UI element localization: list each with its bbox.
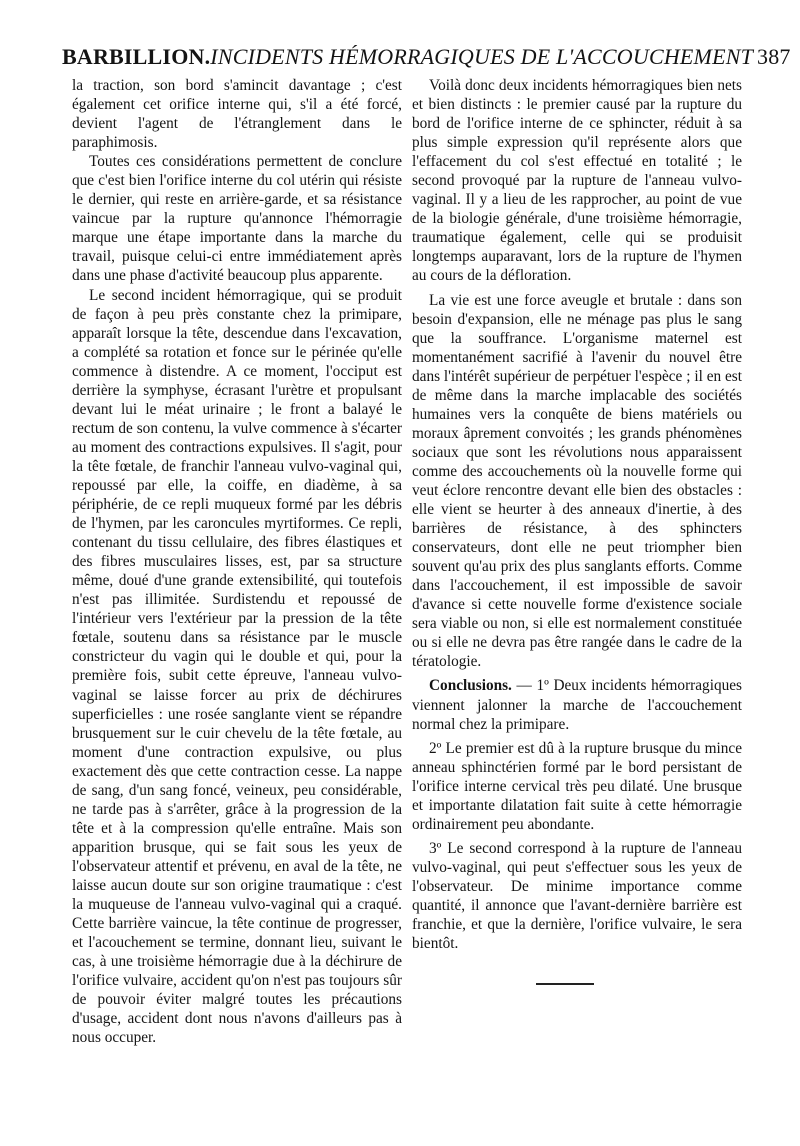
conclusions-heading: Conclusions. xyxy=(429,677,512,695)
conclusions-text: — 1º Deux incidents hémorragiques viennent jalonner la marche de l'accouchement normal chez la primipare. xyxy=(412,677,742,733)
paragraph: 3º Le second correspond à la rupture de l'anneau vulvo-vaginal, qui peut s'effectuer sous les yeux de l'observateur. De minime importance comme quantité, il annonce que l'avant-dernière barrière est franchie, et que la dernière, l'orifice vulvaire, le sera bientôt. xyxy=(412,839,742,953)
paragraph: Voilà donc deux incidents hémorragiques bien nets et bien distincts : le premier causé par la rupture du bord de l'orifice interne de ce sphincter, réduit à sa plus simple expression qu'il représente alors que l'effacement du col s'est effectué en totalité ; le second provoqué par la rupture de l'anneau vulvo-vaginal. Il y a lieu de les rapprocher, au point de vue de la biologie générale, d'une troisième hémorragie, traumatique également, celle qui se produisit longtemps auparavant, lors de la rupture de l'hymen au cours de la défloration. xyxy=(412,77,742,285)
paragraph: Toutes ces considérations permettent de conclure que c'est bien l'orifice interne du col utérin qui résiste le dernier, qui reste en arrière-garde, et sa résistance vaincue par la rupture qu'annonce l'hémorragie marque une étape importante dans la marche du travail, puisque celui-ci entre immédiatement après dans une phase d'activité beaucoup plus apparente. xyxy=(72,153,402,285)
paragraph: Le second incident hémorragique, qui se produit de façon à peu près constante chez la primipare, apparaît lorsque la tête, descendue dans l'excavation, a complété sa rotation et fonce sur le périnée qu'elle commence à distendre. A ce moment, l'occiput est derrière la symphyse, écrasant l'urètre et propulsant devant lui le méat urinaire ; le front a balayé le rectum de son contenu, la vulve commence à s'écarter au moment des contractions expulsives. Il s'agit, pour la tête fœtale, de franchir l'anneau vulvo-vaginal qui, repoussé par elle, la coiffe, en diadème, à sa périphérie, de ce repli muqueux formé par les débris de l'hymen, par les caroncules myrtiformes. Ce repli, contenant du tissu cellulaire, des fibres élastiques et des fibres musculaires lisses, est, par sa structure même, doué d'une grande extensibilité, qui toutefois n'est pas illimitée. Surdistendu et repoussé de l'intérieur vers l'extérieur par la pression de la tête fœtale, soutenu dans sa résistance par le muscle constricteur du vagin qui le double et qui, pour la première fois, subit cette épreuve, l'anneau vulvo-vaginal se laisse forcer au prix de déchirures superficielles : une rosée sanglante vient se répandre brusquement sur le cuir chevelu de la tête fœtale, au moment d'une contraction expulsive, ou plus exactement dès que cette contraction cesse. La nappe de sang, d'un sang foncé, veineux, peu considérable, ne tarde pas à s'arrêter, grâce à la progression de la tête et à la compression qu'elle entraîne. Mais son apparition brusque, qui se fait sous les yeux de l'observateur attentif et prévenu, en aval de la tête, ne laisse aucun doute sur son origine traumatique : c'est la muqueuse de l'anneau vulvo-vaginal qui a craqué. Cette barrière vaincue, la tête continue de progresser, et l'acouchement se termine, donnant lieu, suivant le cas, à une troisième hémorragie due à la déchirure de l'orifice vulvaire, accident qu'on n'est pas toujours sûr de pouvoir éviter malgré toutes les précautions d'usage, accident dont nous n'avons d'ailleurs pas à nous occuper. xyxy=(72,286,402,1047)
header-author: BARBILLION. xyxy=(62,44,211,69)
paragraph: La vie est une force aveugle et brutale : dans son besoin d'expansion, elle ne ménage pas plus le sang que la souffrance. L'organisme maternel est momentanément sacrifié à l'avenir du nouvel être dans l'intérêt supérieur de perpétuer l'espèce ; il en est de même dans la marche implacable des sociétés humaines vers la conquête de biens matériels ou moraux âprement convoités ; les grands phénomènes sociaux que sont les révolutions nous apparaissent comme des accouchements où la nouvelle forme qui veut éclore rencontre devant elle bien des obstacles : elle vient se heurter à des anneaux d'inertie, à des barrières de résistance, à des sphincters conservateurs, dont elle ne peut triompher bien souvent qu'au prix des plus sanglants efforts. Comme dans l'accouchement, il est impossible de savoir d'avance si cette nouvelle forme d'existence sociale sera viable ou non, si elle est normalement constituée ou si elle ne devra pas être rangée dans le cadre de la tératologie. xyxy=(412,291,742,671)
conclusions-paragraph xyxy=(412,676,742,733)
header-title: INCIDENTS HÉMORRAGIQUES DE L'ACCOUCHEMENT xyxy=(210,44,754,69)
right-column xyxy=(412,76,742,953)
page-number: 387 xyxy=(757,44,791,69)
running-header xyxy=(62,44,791,70)
left-column xyxy=(72,76,402,1047)
paragraph: 2º Le premier est dû à la rupture brusque du mince anneau sphinctérien formé par le bord persistant de l'orifice interne cervical très peu dilaté. Une brusque et importante dilatation fait suite à cette hémorragie ordinairement peu abondante. xyxy=(412,739,742,833)
paragraph: la traction, son bord s'amincit davantage ; c'est également cet orifice interne qui, s'il a été forcé, devient l'agent de l'étranglement dans le paraphimosis. xyxy=(72,77,402,152)
end-rule xyxy=(536,983,594,985)
